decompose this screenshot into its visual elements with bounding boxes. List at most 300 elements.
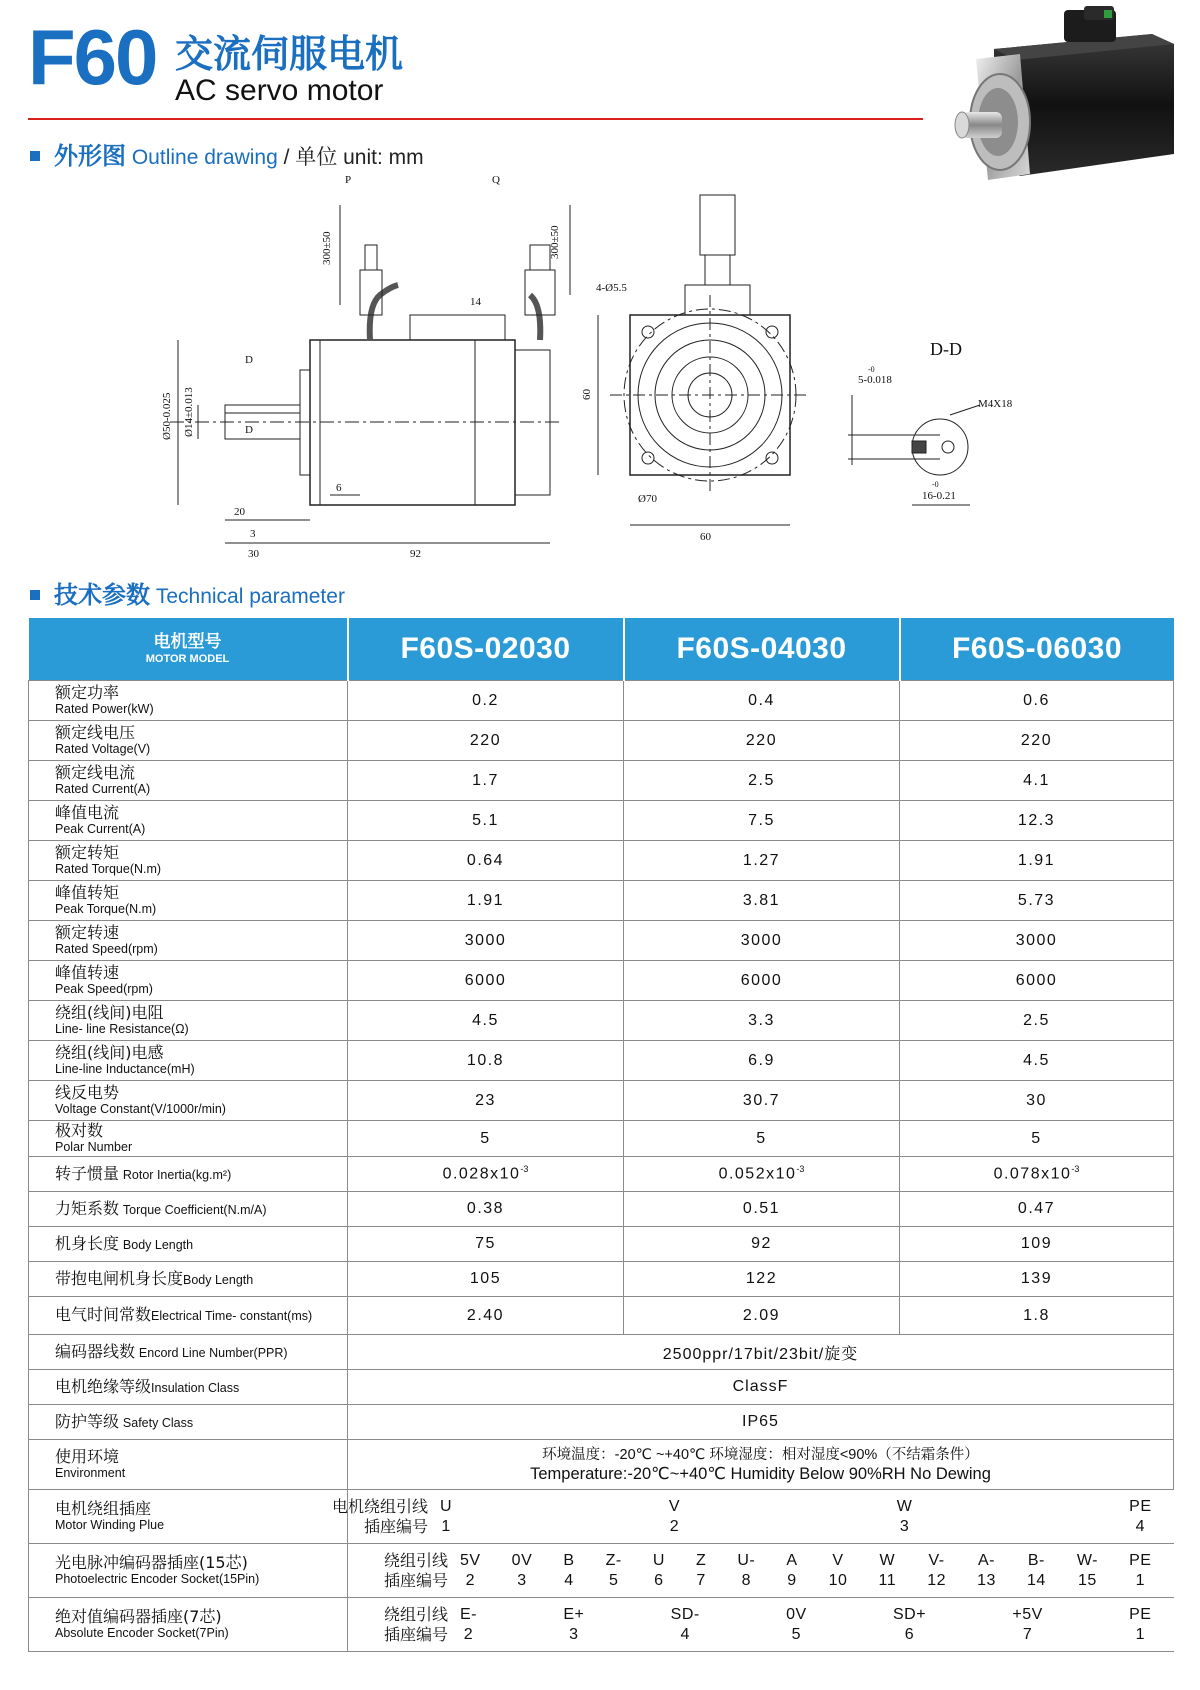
cell-value: 7.5	[624, 801, 900, 841]
pin-column	[1129, 1551, 1151, 1591]
row-label-cn: 带抱电闸机身长度	[55, 1268, 184, 1288]
label-60-bottom: 60	[700, 531, 711, 543]
table-row	[29, 681, 1174, 721]
row-label-cn: 力矩系数	[55, 1198, 120, 1218]
pin-number: 3	[899, 1517, 910, 1535]
table-row	[29, 1405, 1174, 1440]
pin-number: 12	[927, 1571, 946, 1589]
cell-value: 6.9	[624, 1041, 900, 1081]
row-label-en: Torque Coefficient(N.m/A)	[122, 1202, 267, 1217]
table-row	[29, 921, 1174, 961]
encoder-pin-map	[348, 1551, 1174, 1591]
model-column-3: F60S-06030	[900, 618, 1174, 681]
row-label-cn: 额定线电压	[55, 722, 136, 742]
row-label-en: Photoelectric Encoder Socket(15Pin)	[55, 1571, 260, 1586]
table-row	[29, 1121, 1174, 1157]
table-row	[29, 1490, 1174, 1544]
pin-lead: Z	[695, 1551, 707, 1569]
cell-value: 1.91	[348, 881, 624, 921]
row-label-cn: 电机绕组插座	[55, 1498, 152, 1518]
row-label-en: Electrical Time- constant(ms)	[151, 1309, 313, 1323]
row-label	[29, 1227, 348, 1262]
cell-value: 1.8	[900, 1297, 1174, 1335]
row-label	[29, 1081, 348, 1121]
pin-column	[669, 1497, 680, 1537]
row-label-cn: 绕组(线间)电感	[55, 1042, 164, 1062]
pin-lead: W-	[1076, 1551, 1098, 1569]
table-row	[29, 1041, 1174, 1081]
pin-column	[606, 1551, 622, 1591]
environment-value	[348, 1440, 1174, 1490]
row-label-en: Body Length	[122, 1237, 194, 1252]
pin-column	[927, 1551, 946, 1591]
model-column-2: F60S-04030	[624, 618, 900, 681]
tech-section-heading	[30, 582, 345, 610]
pin-lead: +5V	[1012, 1605, 1043, 1623]
pin-number: 13	[977, 1571, 996, 1589]
abs-socket-cell	[348, 1598, 1174, 1652]
inertia-exponent: -3	[796, 1164, 805, 1175]
row-label-cn: 额定功率	[55, 682, 120, 702]
cell-value: 0.64	[348, 841, 624, 881]
cell-value: 2.40	[348, 1297, 624, 1335]
pin-number: 2	[669, 1517, 680, 1535]
table-row	[29, 841, 1174, 881]
pin-header-number: 插座编号	[363, 1516, 428, 1536]
row-label-en: Body Length	[183, 1272, 254, 1287]
insulation-value: ClassF	[348, 1370, 1174, 1405]
row-label-en: Line- line Resistance(Ω)	[55, 1021, 189, 1036]
cell-value: 5.73	[900, 881, 1174, 921]
winding-plug-cell	[331, 1490, 1174, 1544]
pin-column	[1077, 1551, 1098, 1591]
row-label	[29, 841, 348, 881]
label-dd: D-D	[930, 339, 962, 359]
label-30: 30	[248, 548, 259, 560]
pin-header-lead: 电机绕组引线	[331, 1496, 428, 1516]
row-label-en: Absolute Encoder Socket(7Pin)	[55, 1625, 229, 1640]
pin-lead: U	[440, 1497, 453, 1515]
bullet-square-icon	[30, 151, 40, 161]
cell-value: 0.6	[900, 681, 1174, 721]
row-label-en: Insulation Class	[151, 1380, 240, 1395]
pin-column	[977, 1551, 996, 1591]
table-row	[29, 1262, 1174, 1297]
row-label-en: Rated Power(kW)	[55, 701, 154, 716]
pin-column	[512, 1551, 533, 1591]
cell-value: 1.91	[900, 841, 1174, 881]
pin-lead: B-	[1027, 1551, 1045, 1569]
row-label	[29, 721, 348, 761]
cell-value: 23	[348, 1081, 624, 1121]
row-label-en: Line-line Inductance(mH)	[55, 1061, 195, 1076]
outline-title-cn: 外形图	[54, 142, 126, 170]
row-label-en: Rated Speed(rpm)	[55, 941, 158, 956]
header-en: MOTOR MODEL	[145, 653, 230, 665]
inertia-mantissa: 0.052x10	[718, 1165, 797, 1183]
pin-column	[829, 1551, 848, 1591]
cell-value: 0.4	[624, 681, 900, 721]
row-label-cn: 防护等级	[55, 1411, 120, 1431]
pin-number: 1	[1135, 1625, 1145, 1643]
cell-value: 2.5	[900, 1001, 1174, 1041]
row-label	[29, 881, 348, 921]
cell-value: 2.09	[624, 1297, 900, 1335]
pin-lead: U-	[737, 1551, 756, 1569]
cell-value: 0.38	[348, 1192, 624, 1227]
table-row	[29, 1001, 1174, 1041]
table-row	[29, 1192, 1174, 1227]
encoder-pin-columns	[460, 1551, 1174, 1591]
cell-value: 4.5	[348, 1001, 624, 1041]
cell-value: 109	[900, 1227, 1174, 1262]
row-label-en: Rotor Inertia(kg.m²)	[122, 1167, 232, 1182]
row-label-cn: 编码器线数	[55, 1341, 136, 1361]
pin-number: 3	[517, 1571, 527, 1589]
pin-column	[893, 1605, 926, 1645]
cell-value: 3000	[624, 921, 900, 961]
row-label-en: Safety Class	[122, 1415, 194, 1430]
cell-value: 0.47	[900, 1192, 1174, 1227]
row-label-cn: 峰值电流	[55, 802, 120, 822]
outline-unit: / 单位 unit: mm	[283, 146, 424, 169]
label-6: 6	[336, 482, 342, 494]
row-label	[29, 1598, 348, 1652]
pin-column	[1129, 1497, 1151, 1537]
pin-lead: 0V	[511, 1551, 533, 1569]
pin-lead: PE	[1129, 1605, 1152, 1623]
row-label	[29, 1041, 348, 1081]
pin-lead: Z-	[605, 1551, 622, 1569]
label-thread: M4X18	[978, 398, 1013, 410]
encoder-lines-value: 2500ppr/17bit/23bit/旋变	[348, 1335, 1174, 1370]
pin-lead: 0V	[786, 1605, 807, 1623]
pin-number: 4	[680, 1625, 690, 1643]
label-key-width-sup: -0	[868, 365, 875, 374]
pin-column	[563, 1605, 584, 1645]
cell-value: 6000	[348, 961, 624, 1001]
label-92: 92	[410, 548, 421, 560]
row-label-en: Motor Winding Plue	[55, 1517, 165, 1532]
cell-value: 1.27	[624, 841, 900, 881]
pin-number: 11	[878, 1571, 897, 1589]
pin-column	[460, 1551, 481, 1591]
title-underline	[28, 118, 923, 120]
table-row	[29, 1297, 1174, 1335]
cell-value: 6000	[624, 961, 900, 1001]
pin-number: 10	[828, 1571, 848, 1589]
pin-column	[897, 1497, 913, 1537]
pin-number: 2	[463, 1625, 474, 1643]
row-label-en: Peak Speed(rpm)	[55, 981, 153, 996]
pin-number: 4	[564, 1571, 574, 1589]
safety-value: IP65	[348, 1405, 1174, 1440]
pin-header-number: 插座编号	[383, 1624, 448, 1644]
header-cn: 电机型号	[153, 632, 222, 652]
section-dd	[848, 395, 980, 505]
cell-value: 4.5	[900, 1041, 1174, 1081]
cell-value: 0.51	[624, 1192, 900, 1227]
row-label	[29, 761, 348, 801]
table-row	[29, 1335, 1174, 1370]
pin-column	[440, 1497, 452, 1537]
environment-line-en: Temperature:-20℃~+40℃ Humidity Below 90%RH No Dewing	[530, 1464, 991, 1483]
table-row	[29, 1157, 1174, 1192]
cell-value: 3.3	[624, 1001, 900, 1041]
tech-title-en: Technical parameter	[155, 585, 345, 608]
label-20: 20	[234, 506, 245, 518]
label-3: 3	[250, 528, 256, 540]
pin-column	[878, 1551, 896, 1591]
pin-lead: U	[652, 1551, 665, 1569]
table-row	[29, 1081, 1174, 1121]
cell-value: 30	[900, 1081, 1174, 1121]
pin-number: 1	[1135, 1571, 1145, 1589]
pin-lead: W	[879, 1551, 896, 1569]
inertia-exponent: -3	[520, 1164, 529, 1175]
pin-number: 9	[787, 1571, 797, 1589]
row-label-en: Environment	[55, 1465, 126, 1480]
table-row	[29, 881, 1174, 921]
pin-column	[786, 1551, 797, 1591]
cell-value: 75	[348, 1227, 624, 1262]
cell-value: 5	[900, 1121, 1174, 1157]
inertia-mantissa: 0.028x10	[442, 1165, 521, 1183]
row-label-cn: 使用环境	[55, 1446, 120, 1466]
cell-value	[624, 1157, 900, 1192]
label-cable-2: 300±50	[549, 225, 561, 259]
pin-number: 5	[608, 1571, 619, 1589]
row-label-cn: 绝对值编码器插座(7芯)	[55, 1606, 222, 1626]
row-label-en: Rated Voltage(V)	[55, 741, 151, 756]
cell-value: 10.8	[348, 1041, 624, 1081]
label-d-bottom: D	[245, 424, 253, 436]
cell-value: 12.3	[900, 801, 1174, 841]
cell-value: 30.7	[624, 1081, 900, 1121]
label-shaft-dia: Ø14±0.013	[183, 387, 195, 437]
row-label	[29, 921, 348, 961]
row-label	[29, 1157, 348, 1192]
row-label-cn: 极对数	[55, 1120, 104, 1140]
title-english: AC servo motor	[175, 74, 384, 107]
row-label	[29, 1262, 348, 1297]
label-cable-1: 300±50	[321, 231, 333, 265]
motor-photo	[912, 4, 1182, 189]
cell-value: 5	[348, 1121, 624, 1157]
pin-lead: E+	[563, 1605, 585, 1623]
cell-value: 139	[900, 1262, 1174, 1297]
pin-lead: E-	[460, 1605, 477, 1623]
cell-value: 4.1	[900, 761, 1174, 801]
table-row	[29, 801, 1174, 841]
parameter-table	[28, 618, 1174, 1652]
cell-value: 3000	[348, 921, 624, 961]
pin-header-lead: 绕组引线	[383, 1550, 448, 1570]
row-label-en: Rated Current(A)	[55, 781, 151, 796]
pin-header	[278, 1497, 440, 1537]
pin-number: 15	[1078, 1571, 1097, 1589]
cell-value: 5	[624, 1121, 900, 1157]
label-holes: 4-Ø5.5	[596, 282, 627, 294]
label-key-depth-sup: -0	[932, 480, 939, 489]
row-label-en: Encord Line Number(PPR)	[138, 1345, 288, 1360]
row-label-en: Rated Torque(N.m)	[55, 861, 162, 876]
pin-column	[1027, 1551, 1046, 1591]
pin-number: 7	[1022, 1625, 1033, 1643]
pin-lead: PE	[1129, 1551, 1152, 1569]
row-label-cn: 转子惯量	[55, 1163, 120, 1183]
row-label-cn: 电气时间常数	[55, 1305, 152, 1324]
row-label-cn: 机身长度	[55, 1233, 120, 1253]
row-label	[29, 681, 348, 721]
cell-value: 5.1	[348, 801, 624, 841]
table-row	[29, 761, 1174, 801]
pin-column	[1012, 1605, 1042, 1645]
pin-number: 5	[791, 1625, 802, 1643]
label-key-depth: 16-0.21	[922, 490, 956, 502]
pin-lead: W	[896, 1497, 913, 1515]
pin-column	[1129, 1605, 1151, 1645]
row-label	[29, 1297, 348, 1335]
row-label	[29, 1370, 348, 1405]
environment-line-cn: 环境温度：-20℃ ~+40℃ 环境湿度：相对湿度<90%（不结霜条件）	[542, 1446, 979, 1463]
outline-title-en: Outline drawing	[131, 146, 278, 169]
cell-value: 3000	[900, 921, 1174, 961]
inertia-exponent: -3	[1071, 1164, 1080, 1175]
pin-column	[786, 1605, 807, 1645]
cell-value: 0.2	[348, 681, 624, 721]
pin-lead: A	[786, 1551, 798, 1569]
pin-lead: V	[668, 1497, 680, 1515]
cell-value: 1.7	[348, 761, 624, 801]
row-label	[29, 1440, 348, 1490]
pin-header	[348, 1551, 460, 1591]
pin-lead: SD+	[892, 1605, 927, 1623]
pin-lead: V-	[928, 1551, 945, 1569]
pin-lead: PE	[1129, 1497, 1152, 1515]
tech-title-cn: 技术参数	[54, 581, 150, 609]
row-label	[29, 801, 348, 841]
row-label-en: Peak Current(A)	[55, 821, 146, 836]
pin-number: 8	[741, 1571, 751, 1589]
winding-pin-columns	[440, 1497, 1174, 1537]
row-label	[29, 1001, 348, 1041]
label-flange-dia: Ø50-0.025	[161, 392, 173, 440]
cell-value: 122	[624, 1262, 900, 1297]
cell-value: 220	[348, 721, 624, 761]
bullet-square-icon	[30, 590, 40, 600]
pin-column	[737, 1551, 755, 1591]
table-row	[29, 1440, 1174, 1490]
row-label-en: Peak Torque(N.m)	[55, 901, 157, 916]
front-view	[598, 195, 810, 525]
cell-value	[900, 1157, 1174, 1192]
row-label-cn: 额定线电流	[55, 762, 136, 782]
label-key-width: 5-0.018	[858, 374, 892, 386]
pin-column	[671, 1605, 700, 1645]
label-60-side: 60	[581, 389, 593, 400]
row-label-cn: 额定转矩	[55, 842, 120, 862]
pin-header-lead: 绕组引线	[383, 1604, 448, 1624]
pin-column	[460, 1605, 477, 1645]
row-label	[29, 1405, 348, 1440]
pin-lead: V	[832, 1551, 844, 1569]
row-label	[29, 1192, 348, 1227]
pin-number: 14	[1026, 1571, 1046, 1589]
title-chinese: 交流伺服电机	[175, 32, 404, 76]
row-label-cn: 电机绝缘等级	[55, 1376, 152, 1396]
pin-header	[348, 1605, 460, 1645]
cell-value: 220	[624, 721, 900, 761]
motor-model-header	[29, 618, 348, 681]
cell-value: 2.5	[624, 761, 900, 801]
abs-pin-columns	[460, 1605, 1174, 1645]
pin-number: 6	[654, 1571, 664, 1589]
cell-value: 6000	[900, 961, 1174, 1001]
pin-column	[653, 1551, 665, 1591]
cell-value: 220	[900, 721, 1174, 761]
table-header-row	[29, 618, 1174, 681]
row-label-cn: 峰值转矩	[55, 882, 120, 902]
table-row	[29, 1544, 1174, 1598]
pin-number: 2	[465, 1571, 475, 1589]
model-column-1: F60S-02030	[348, 618, 624, 681]
table-row	[29, 1598, 1174, 1652]
row-label	[29, 961, 348, 1001]
pin-column	[696, 1551, 706, 1591]
table-row	[29, 1370, 1174, 1405]
pin-number: 3	[569, 1625, 579, 1643]
label-14: 14	[470, 296, 481, 308]
outline-drawing	[140, 165, 1100, 585]
inertia-mantissa: 0.078x10	[993, 1165, 1072, 1183]
row-label-cn: 额定转速	[55, 922, 120, 942]
row-label	[29, 1335, 348, 1370]
winding-pin-map	[278, 1497, 1174, 1537]
pin-lead: 5V	[460, 1551, 481, 1569]
pin-lead: A-	[977, 1551, 995, 1569]
row-label-cn: 绕组(线间)电阻	[55, 1002, 164, 1022]
cell-value: 3.81	[624, 881, 900, 921]
pin-number: 4	[1135, 1517, 1146, 1535]
label-pcd: Ø70	[638, 493, 657, 505]
table-row	[29, 721, 1174, 761]
pin-lead: B	[563, 1551, 575, 1569]
row-label-cn: 峰值转速	[55, 962, 120, 982]
cell-value	[348, 1157, 624, 1192]
abs-pin-map	[348, 1605, 1174, 1645]
side-view	[170, 205, 570, 543]
label-q: Q	[492, 174, 500, 186]
pin-number: 7	[696, 1571, 706, 1589]
row-label	[29, 1121, 348, 1157]
page-title: F60	[28, 13, 157, 101]
encoder-socket-cell	[348, 1544, 1174, 1598]
row-label-en: Polar Number	[55, 1139, 133, 1154]
label-d-top: D	[245, 354, 253, 366]
row-label-cn: 光电脉冲编码器插座(15芯)	[55, 1552, 248, 1572]
label-p: P	[345, 174, 352, 186]
pin-header-number: 插座编号	[383, 1570, 448, 1590]
pin-number: 6	[904, 1625, 915, 1643]
pin-lead: SD-	[670, 1605, 700, 1623]
pin-number: 1	[441, 1517, 451, 1535]
table-row	[29, 961, 1174, 1001]
table-row	[29, 1227, 1174, 1262]
row-label	[29, 1544, 348, 1598]
cell-value: 92	[624, 1227, 900, 1262]
cell-value: 105	[348, 1262, 624, 1297]
